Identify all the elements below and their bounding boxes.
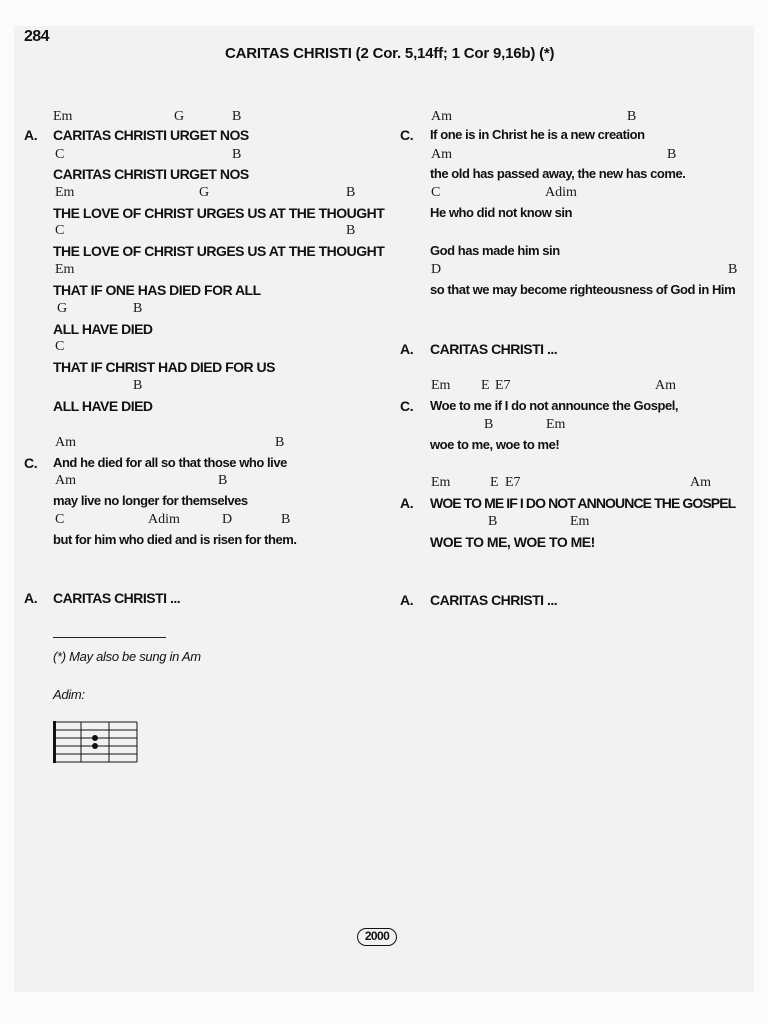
lyric-line: ALL HAVE DIED (53, 398, 153, 414)
chord: Em (570, 514, 590, 529)
chord: B (728, 262, 738, 277)
lyric-line: WOE TO ME IF I DO NOT ANNOUNCE THE GOSPEL (430, 495, 736, 511)
chord: B (275, 435, 285, 450)
chord: B (281, 512, 291, 527)
chord: B (133, 378, 143, 393)
lyric-line: ALL HAVE DIED (53, 321, 153, 337)
chord: C (431, 185, 441, 200)
refrain-reprise: CARITAS CHRISTI ... (430, 592, 558, 608)
lyric-line: may live no longer for themselves (53, 493, 248, 508)
chord: E (481, 378, 490, 393)
refrain-reprise: CARITAS CHRISTI ... (430, 341, 558, 357)
chord: B (484, 417, 494, 432)
chord: D (431, 262, 442, 277)
finger-dot (92, 743, 98, 749)
chord: B (218, 473, 228, 488)
chord: D (222, 512, 233, 527)
chord: B (232, 109, 242, 124)
section-label: C. (24, 455, 38, 471)
lyric-line: CARITAS CHRISTI URGET NOS (53, 166, 249, 182)
lyric-line: the old has passed away, the new has come. (430, 166, 686, 181)
footnote-text: (*) May also be sung in Am (53, 649, 201, 664)
lyric-line: If one is in Christ he is a new creation (430, 127, 645, 142)
lyric-line: Woe to me if I do not announce the Gospel, (430, 398, 679, 413)
chord: Em (53, 109, 73, 124)
chord: Am (655, 378, 676, 393)
chord: Adim (545, 185, 577, 200)
chord: B (488, 514, 498, 529)
page-number: 284 (24, 28, 49, 45)
chord: E7 (495, 378, 511, 393)
lyric-line: WOE TO ME, WOE TO ME! (430, 534, 595, 550)
lyric-line: THAT IF CHRIST HAD DIED FOR US (53, 359, 275, 375)
lyric-line: THE LOVE OF CHRIST URGES US AT THE THOUGHT (53, 243, 385, 259)
section-label: A. (24, 590, 38, 606)
chord: G (57, 301, 68, 316)
chord: Am (431, 109, 452, 124)
lyric-line: woe to me, woe to me! (430, 437, 560, 452)
footer-badge: 2000 (357, 928, 397, 946)
chord: B (346, 223, 356, 238)
chord: Em (431, 475, 451, 490)
chord: Em (546, 417, 566, 432)
chord: C (55, 223, 65, 238)
lyric-line: THE LOVE OF CHRIST URGES US AT THE THOUGHT (53, 205, 385, 221)
section-label: A. (400, 341, 414, 357)
chord: B (667, 147, 677, 162)
chord: Am (690, 475, 711, 490)
chord-diagram-nut (53, 721, 56, 763)
lyric-line: God has made him sin (430, 243, 560, 258)
finger-dot (92, 735, 98, 741)
chord: C (55, 512, 65, 527)
chord: G (174, 109, 185, 124)
chord: C (55, 339, 65, 354)
chord: B (346, 185, 356, 200)
chord: Am (431, 147, 452, 162)
chord: E (490, 475, 499, 490)
section-label: C. (400, 127, 414, 143)
section-label: C. (400, 398, 414, 414)
chord: Em (431, 378, 451, 393)
chord: C (55, 147, 65, 162)
chord: Em (55, 185, 75, 200)
lyric-line: CARITAS CHRISTI URGET NOS (53, 127, 249, 143)
chord: B (232, 147, 242, 162)
refrain-reprise: CARITAS CHRISTI ... (53, 590, 181, 606)
lyric-line: And he died for all so that those who live (53, 455, 287, 470)
lyric-line: but for him who died and is risen for them. (53, 532, 297, 547)
lyric-line: He who did not know sin (430, 205, 573, 220)
chord: Em (55, 262, 75, 277)
footnote-rule (53, 637, 166, 638)
chord: Adim (148, 512, 180, 527)
chord: B (133, 301, 143, 316)
lyric-line: so that we may become righteousness of God in Him (430, 282, 736, 297)
chord: G (199, 185, 210, 200)
chord: Am (55, 435, 76, 450)
chord: B (627, 109, 637, 124)
chord-diagram (50, 718, 140, 766)
chord-diagram-label: Adim: (53, 687, 85, 702)
lyric-line: THAT IF ONE HAS DIED FOR ALL (53, 282, 261, 298)
chord: E7 (505, 475, 521, 490)
section-label: A. (24, 127, 38, 143)
song-title: CARITAS CHRISTI (2 Cor. 5,14ff; 1 Cor 9,16b) (*) (225, 45, 555, 62)
section-label: A. (400, 495, 414, 511)
chord: Am (55, 473, 76, 488)
section-label: A. (400, 592, 414, 608)
